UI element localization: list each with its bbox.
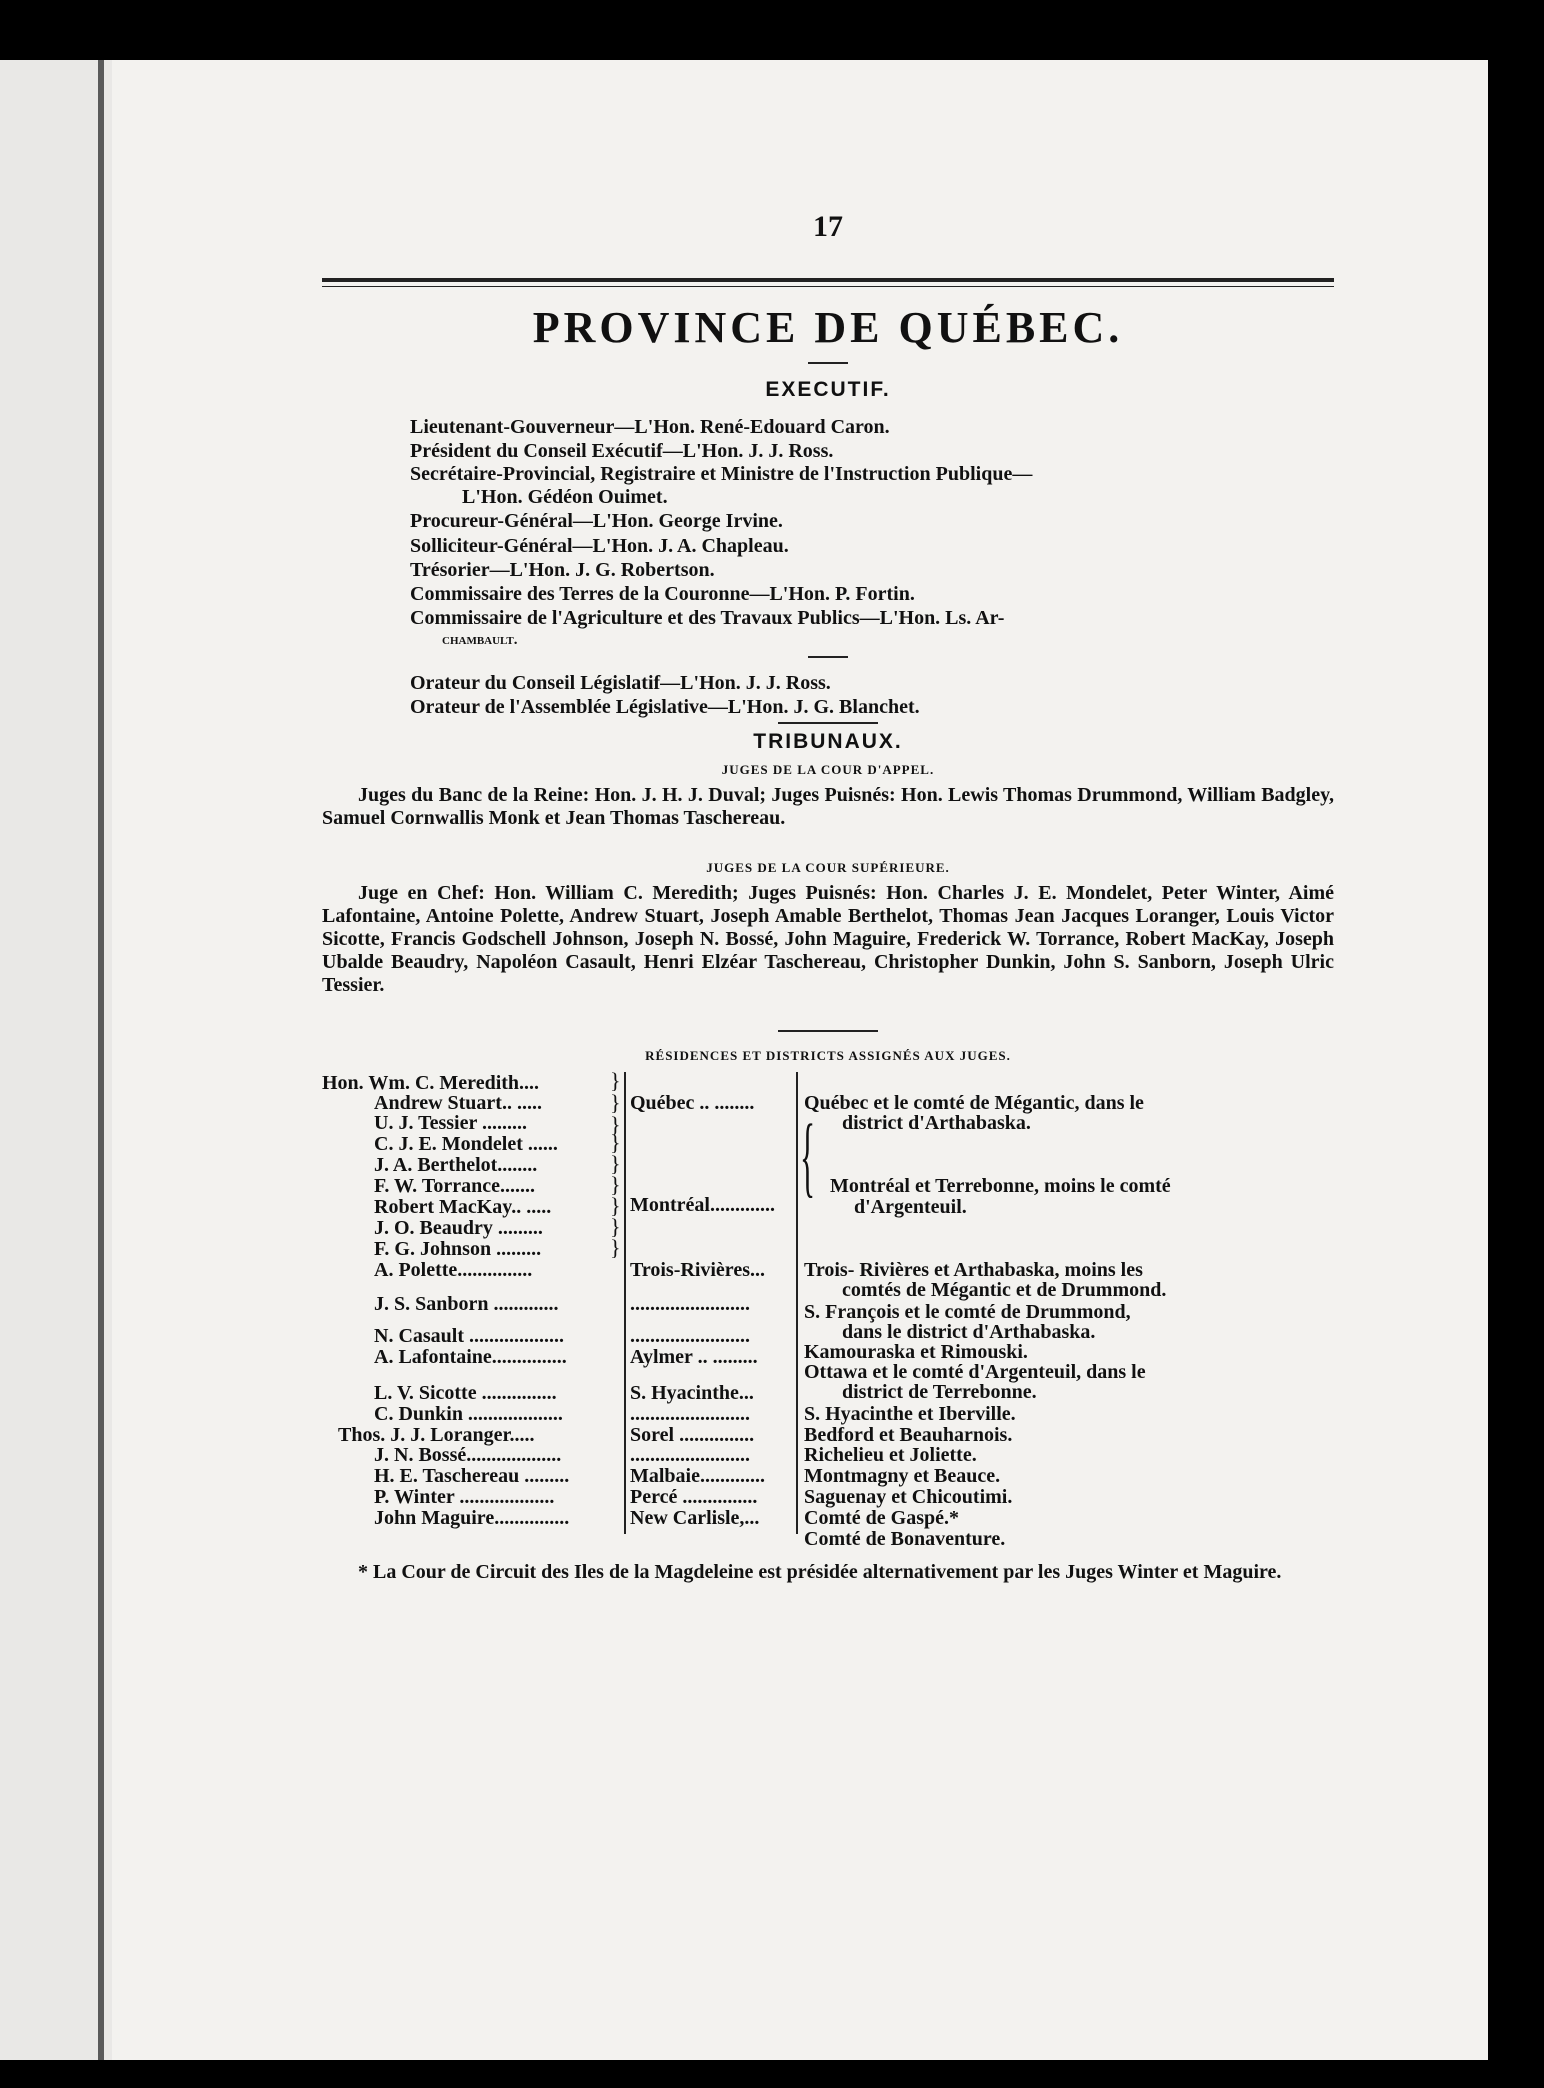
separator-dash [808, 362, 848, 364]
residence: Aylmer .. ......... [630, 1346, 758, 1368]
residence: ........................ [630, 1444, 750, 1466]
page-number: 17 [813, 210, 843, 243]
district: Comté de Gaspé.* [804, 1507, 959, 1529]
page-title: PROVINCE DE QUÉBEC. [532, 303, 1124, 352]
executif-line: Procureur-Général—L'Hon. George Irvine. [410, 510, 783, 532]
district: Richelieu et Joliette. [804, 1444, 977, 1466]
district: d'Argenteuil. [854, 1196, 967, 1218]
brace-left-quebec: } } } [610, 1068, 621, 1137]
district: Québec et le comté de Mégantic, dans le [804, 1092, 1144, 1114]
judge-name: John Maguire............... [374, 1507, 570, 1529]
separator-dash [778, 722, 878, 724]
district: Montréal et Terrebonne, moins le comté [830, 1175, 1171, 1197]
residence: Percé ............... [630, 1486, 758, 1508]
executif-line: Président du Conseil Exécutif—L'Hon. J. J. Ross. [410, 440, 834, 462]
judge-name: J. S. Sanborn ............. [374, 1293, 559, 1315]
document-page [112, 60, 1488, 2060]
district: Montmagny et Beauce. [804, 1465, 1001, 1487]
superieure-heading: JUGES DE LA COUR SUPÉRIEURE. [706, 860, 950, 875]
district: Bedford et Beauharnois. [804, 1424, 1013, 1446]
residences-table [322, 1068, 1334, 1550]
orateur-line: Orateur de l'Assemblée Législative—L'Hon. J. G. Blanchet. [410, 696, 920, 718]
residence: New Carlisle,... [630, 1507, 760, 1529]
judge-name: Andrew Stuart.. ..... [374, 1092, 542, 1114]
district: Kamouraska et Rimouski. [804, 1341, 1028, 1363]
residence: ........................ [630, 1403, 750, 1425]
column-rule [624, 1072, 626, 1534]
executif-line: Trésorier—L'Hon. J. G. Robertson. [410, 559, 715, 581]
executif-line: chambault. [442, 632, 518, 648]
judge-name: U. J. Tessier ......... [374, 1112, 527, 1134]
judge-name: P. Winter ................... [374, 1486, 555, 1508]
residences-heading: RÉSIDENCES ET DISTRICTS ASSIGNÉS AUX JUGES. [645, 1048, 1011, 1063]
executif-line: L'Hon. Gédéon Ouimet. [462, 486, 668, 508]
residence: Sorel ............... [630, 1424, 755, 1446]
judge-name: H. E. Taschereau ......... [374, 1465, 570, 1487]
judge-name: C. Dunkin ................... [374, 1403, 563, 1425]
residence: ........................ [630, 1293, 750, 1315]
judge-name: J. A. Berthelot........ [374, 1154, 538, 1176]
district: Comté de Bonaventure. [804, 1528, 1006, 1550]
judge-name: F. W. Torrance....... [374, 1175, 535, 1197]
residence: ........................ [630, 1325, 750, 1347]
judge-name: J. O. Beaudry ......... [374, 1217, 543, 1239]
judge-name: A. Lafontaine............... [374, 1346, 567, 1368]
separator-dash [778, 1030, 878, 1032]
residence: Montréal............. [630, 1194, 775, 1216]
residence: Malbaie............. [630, 1465, 765, 1487]
footnote: * La Cour de Circuit des Iles de la Magdeleine est présidée alternativement par les Juges Winter et Maguire. [358, 1561, 1282, 1583]
residence: S. Hyacinthe... [630, 1382, 754, 1404]
appel-paragraph: Juges du Banc de la Reine: Hon. J. H. J. Duval; Juges Puisnés: Hon. Lewis Thomas Drummond, William Badgley, Samuel Cornwallis Monk et Jean Thomas Taschereau. [322, 784, 1334, 829]
header-rule-thin [322, 286, 1334, 287]
appel-heading: JUGES DE LA COUR D'APPEL. [721, 762, 935, 777]
judge-name: Robert MacKay.. ..... [374, 1196, 552, 1218]
executif-line: Lieutenant-Gouverneur—L'Hon. René-Edouard Caron. [410, 416, 890, 438]
adjacent-page-edge [0, 60, 112, 2060]
executif-line: Secrétaire-Provincial, Registraire et Ministre de l'Instruction Publique— [410, 463, 1033, 485]
judge-name: C. J. E. Mondelet ...... [374, 1133, 558, 1155]
tribunaux-heading: TRIBUNAUX. [753, 730, 903, 753]
district: S. Hyacinthe et Iberville. [804, 1403, 1016, 1425]
district: dans le district d'Arthabaska. [842, 1321, 1096, 1343]
district: Ottawa et le comté d'Argenteuil, dans le [804, 1361, 1146, 1383]
executif-heading: EXECUTIF. [765, 378, 891, 401]
superieure-paragraph: Juge en Chef: Hon. William C. Meredith; Juges Puisnés: Hon. Charles J. E. Mondelet, Peter Winter, Aimé Lafontaine, Antoine Polette, Andrew Stuart, Joseph Amable Berthelot, Thomas Jean Jacques Loranger, Louis Victor Sicotte, Francis Godschell Johnson, Joseph N. Bossé, John Maguire, Frederick W. Torrance, Robert MacKay, Joseph Ubalde Beaudry, Napoléon Casault, Henri Elzéar Taschereau, Christopher Dunkin, John S. Sanborn, Joseph Ulric Tessier. [322, 882, 1334, 996]
header-rule [322, 278, 1334, 282]
executif-line: Commissaire des Terres de la Couronne—L'Hon. P. Fortin. [410, 583, 915, 605]
district: Trois- Rivières et Arthabaska, moins les [804, 1259, 1143, 1281]
brace-left-montreal: } } } } } } [610, 1130, 621, 1260]
district: comtés de Mégantic et de Drummond. [842, 1279, 1167, 1301]
residence: Trois-Rivières... [630, 1259, 765, 1281]
page-gutter [98, 60, 104, 2060]
district: district d'Arthabaska. [842, 1112, 1031, 1134]
judge-name: F. G. Johnson ......... [374, 1238, 542, 1260]
executif-line: Solliciteur-Général—L'Hon. J. A. Chapleau. [410, 535, 789, 557]
separator-dash [808, 656, 848, 658]
residence: Québec .. ........ [630, 1092, 755, 1114]
brace-right-montreal: { [800, 1107, 816, 1206]
judge-name: A. Polette............... [374, 1259, 533, 1281]
column-rule [796, 1072, 798, 1534]
executif-line: Commissaire de l'Agriculture et des Travaux Publics—L'Hon. Ls. Ar- [410, 607, 1005, 629]
judge-name: Hon. Wm. C. Meredith.... [322, 1072, 540, 1094]
judge-name: L. V. Sicotte ............... [374, 1382, 557, 1404]
district: district de Terrebonne. [842, 1381, 1037, 1403]
judge-name: Thos. J. J. Loranger..... [338, 1424, 535, 1446]
district: S. François et le comté de Drummond, [804, 1301, 1131, 1323]
judge-name: N. Casault ................... [374, 1325, 565, 1347]
district: Saguenay et Chicoutimi. [804, 1486, 1013, 1508]
judge-name: J. N. Bossé................... [374, 1444, 562, 1466]
orateur-line: Orateur du Conseil Législatif—L'Hon. J. J. Ross. [410, 672, 831, 694]
